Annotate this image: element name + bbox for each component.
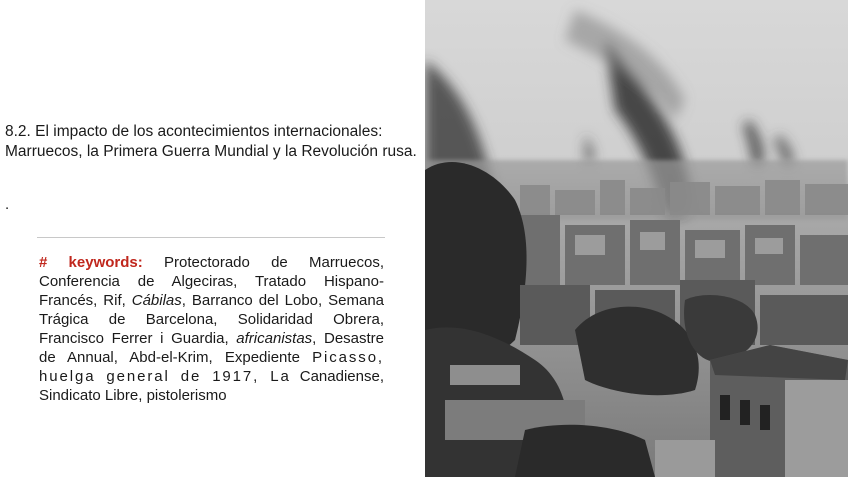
keywords-text: , Desastre de Annual, Abd-el-Krim, Expediente	[39, 330, 385, 366]
keywords-text: Protectorado de Marruecos, Conferencia de Algeciras, Tratado Hispano-Francés, Rif,	[39, 254, 384, 309]
section-title: 8.2. El impacto de los acontecimientos internacionales: Marruecos, la Primera Guerra Mundial y la Revolución rusa.	[5, 123, 417, 160]
keywords-text-spaced: Picasso, huelga general de 1917, La	[39, 349, 384, 385]
separator-dot: .	[5, 196, 10, 213]
keyword-italic-cabilas: Cábilas	[131, 292, 182, 309]
keywords-label: # keywords:	[39, 254, 143, 271]
divider	[37, 237, 385, 238]
keyword-italic-africanistas: africanistas	[236, 330, 313, 347]
keywords-paragraph	[39, 253, 384, 405]
keywords-text: , Barranco del Lobo, Semana Trágica de Barcelona, Solidaridad Obrera, Francisco Ferrer i Guardia,	[39, 292, 385, 347]
keywords-text: Canadiense, Sindicato Libre, pistolerismo	[39, 368, 384, 404]
historical-photo	[425, 0, 848, 477]
